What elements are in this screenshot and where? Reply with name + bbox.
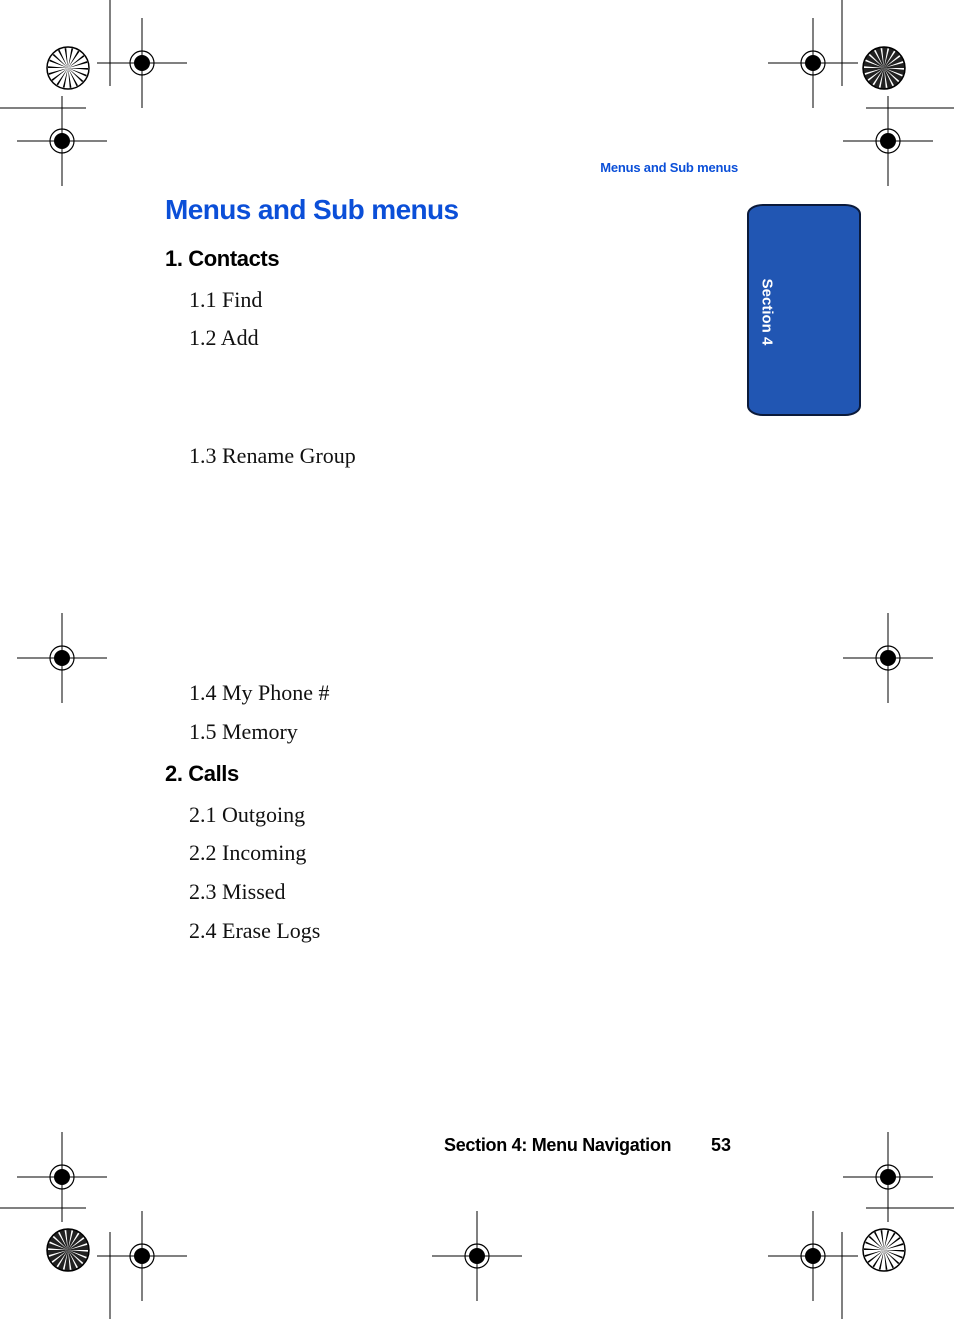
section-heading-contacts: 1. Contacts [165, 246, 280, 271]
menu-item-my-phone: 1.4 My Phone # [189, 680, 330, 705]
section-heading-calls: 2. Calls [165, 761, 239, 786]
star-target [47, 47, 89, 89]
registration-target [432, 1211, 522, 1301]
page-title: Menus and Sub menus [165, 194, 459, 225]
menu-item-find: 1.1 Find [189, 287, 263, 312]
star-target [863, 1229, 905, 1271]
menu-item-rename-group: 1.3 Rename Group [189, 443, 356, 468]
registration-target [17, 96, 107, 186]
section-tab-label: Section 4 [758, 278, 776, 346]
menu-item-memory: 1.5 Memory [189, 719, 298, 744]
footer-section-title: Section 4: Menu Navigation [444, 1135, 672, 1155]
registration-target [768, 1211, 858, 1301]
star-target [47, 1229, 89, 1271]
menu-item-add: 1.2 Add [189, 325, 259, 350]
page-number: 53 [711, 1135, 732, 1155]
registration-target [768, 18, 858, 108]
registration-target [843, 613, 933, 703]
menu-item-missed: 2.3 Missed [189, 879, 286, 904]
menu-item-erase-logs: 2.4 Erase Logs [189, 918, 321, 943]
registration-target [843, 96, 933, 186]
menu-item-incoming: 2.2 Incoming [189, 840, 307, 865]
registration-target [17, 613, 107, 703]
menu-item-outgoing: 2.1 Outgoing [189, 802, 306, 827]
star-target [863, 47, 905, 89]
running-header: Menus and Sub menus [600, 160, 738, 175]
